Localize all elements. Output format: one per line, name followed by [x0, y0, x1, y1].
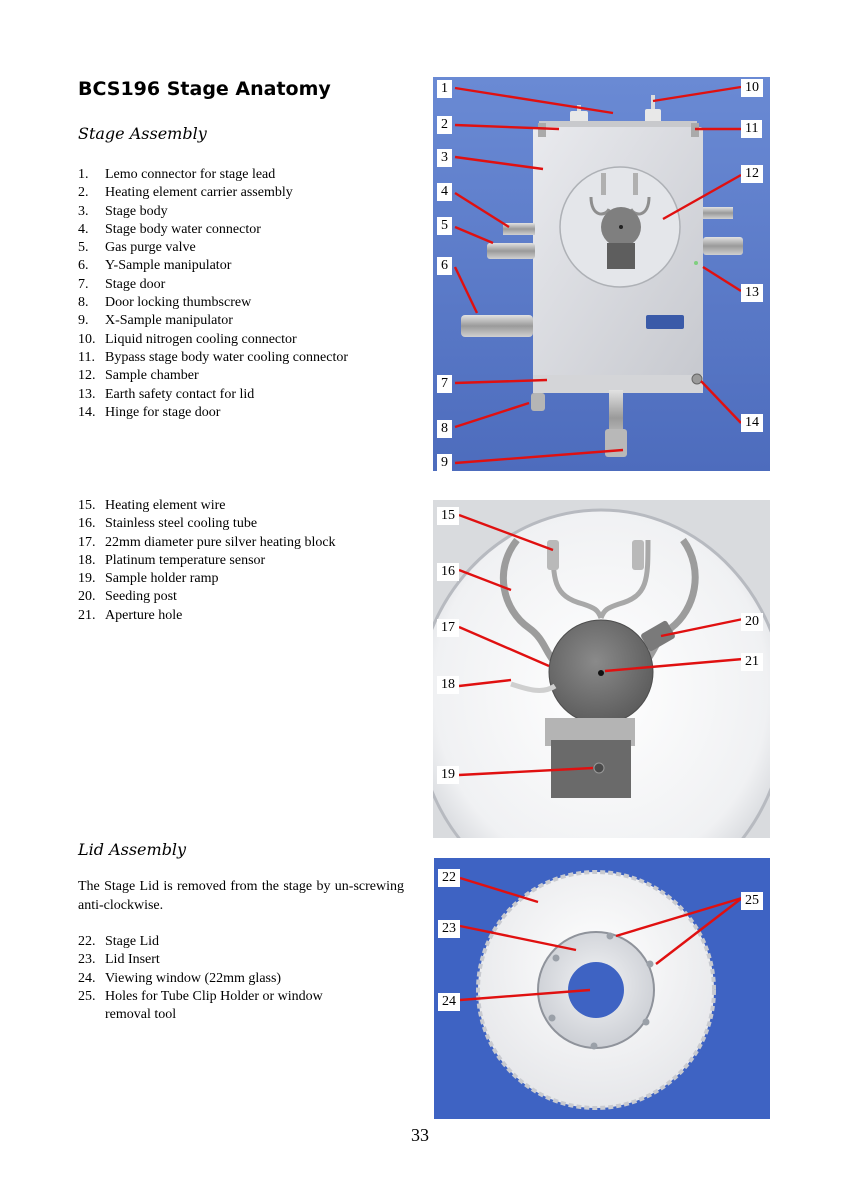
callout-label: 10 [741, 79, 763, 97]
list-item: removal tool [105, 1007, 177, 1023]
callout-label: 21 [741, 653, 763, 671]
list-item: 10. Liquid nitrogen cooling connector [78, 331, 297, 347]
callout-label: 23 [438, 920, 460, 938]
callout-label: 5 [437, 217, 452, 235]
callout-label: 1 [437, 80, 452, 98]
stage-photo [433, 77, 770, 471]
stage-assembly-heading: Stage Assembly [78, 124, 207, 143]
list-item: 18. Platinum temperature sensor [78, 552, 266, 568]
callout-label: 4 [437, 183, 452, 201]
list-item: 13. Earth safety contact for lid [78, 386, 255, 402]
list-item: 3. Stage body [78, 203, 168, 219]
list-item: 16. Stainless steel cooling tube [78, 516, 258, 532]
list-item: 9. X-Sample manipulator [78, 313, 233, 329]
callout-label: 6 [437, 257, 452, 275]
list-item: 4. Stage body water connector [78, 221, 261, 237]
callout-label: 14 [741, 414, 763, 432]
callout-label: 12 [741, 165, 763, 183]
list-item: 2. Heating element carrier assembly [78, 185, 293, 201]
page-title: BCS196 Stage Anatomy [78, 78, 331, 100]
callout-label: 8 [437, 420, 452, 438]
callout-label: 11 [741, 120, 762, 138]
lid-description: The Stage Lid is removed from the stage by un-screwing anti-clockwise. [78, 879, 404, 913]
callout-label: 3 [437, 149, 452, 167]
list-item: 23. Lid Insert [78, 952, 160, 968]
page-number: 33 [411, 1125, 429, 1145]
callout-label: 19 [437, 766, 459, 784]
list-item: 14. Hinge for stage door [78, 404, 221, 420]
lid-photo [434, 858, 770, 1119]
chamber-photo [433, 500, 770, 838]
list-item: 20. Seeding post [78, 589, 177, 605]
callout-label: 20 [741, 613, 763, 631]
list-item: 17. 22mm diameter pure silver heating block [78, 534, 336, 550]
callout-label: 13 [741, 284, 763, 302]
list-item: 8. Door locking thumbscrew [78, 295, 252, 311]
callout-label: 2 [437, 116, 452, 134]
stage-callout-arrows [433, 77, 770, 471]
callout-label: 16 [437, 563, 459, 581]
callout-label: 24 [438, 993, 460, 1011]
list-item: 19. Sample holder ramp [78, 571, 219, 587]
chamber-callout-arrows [433, 500, 770, 838]
callout-label: 17 [437, 619, 459, 637]
list-item: 12. Sample chamber [78, 368, 199, 384]
stage-assembly-list [78, 166, 348, 422]
callout-label: 9 [437, 454, 452, 471]
list-item: 24. Viewing window (22mm glass) [78, 970, 282, 986]
lid-assembly-list [78, 933, 323, 1024]
callout-label: 18 [437, 676, 459, 694]
list-item: 1. Lemo connector for stage lead [78, 167, 276, 182]
callout-label: 7 [437, 375, 452, 393]
callout-label: 15 [437, 507, 459, 525]
callout-label: 25 [741, 892, 763, 910]
list-item: 6. Y-Sample manipulator [78, 258, 232, 274]
callout-label: 22 [438, 869, 460, 887]
list-item: 5. Gas purge valve [78, 240, 196, 256]
list-item: 25. Holes for Tube Clip Holder or window [78, 988, 323, 1004]
list-item: 11. Bypass stage body water cooling connector [78, 349, 348, 365]
list-item: 22. Stage Lid [78, 934, 160, 949]
list-item: 21. Aperture hole [78, 607, 183, 623]
lid-callout-arrows [434, 858, 770, 1119]
list-item: 15. Heating element wire [78, 498, 226, 513]
list-item: 7. Stage door [78, 276, 166, 292]
lid-assembly-heading: Lid Assembly [78, 840, 187, 859]
chamber-list [78, 497, 336, 625]
